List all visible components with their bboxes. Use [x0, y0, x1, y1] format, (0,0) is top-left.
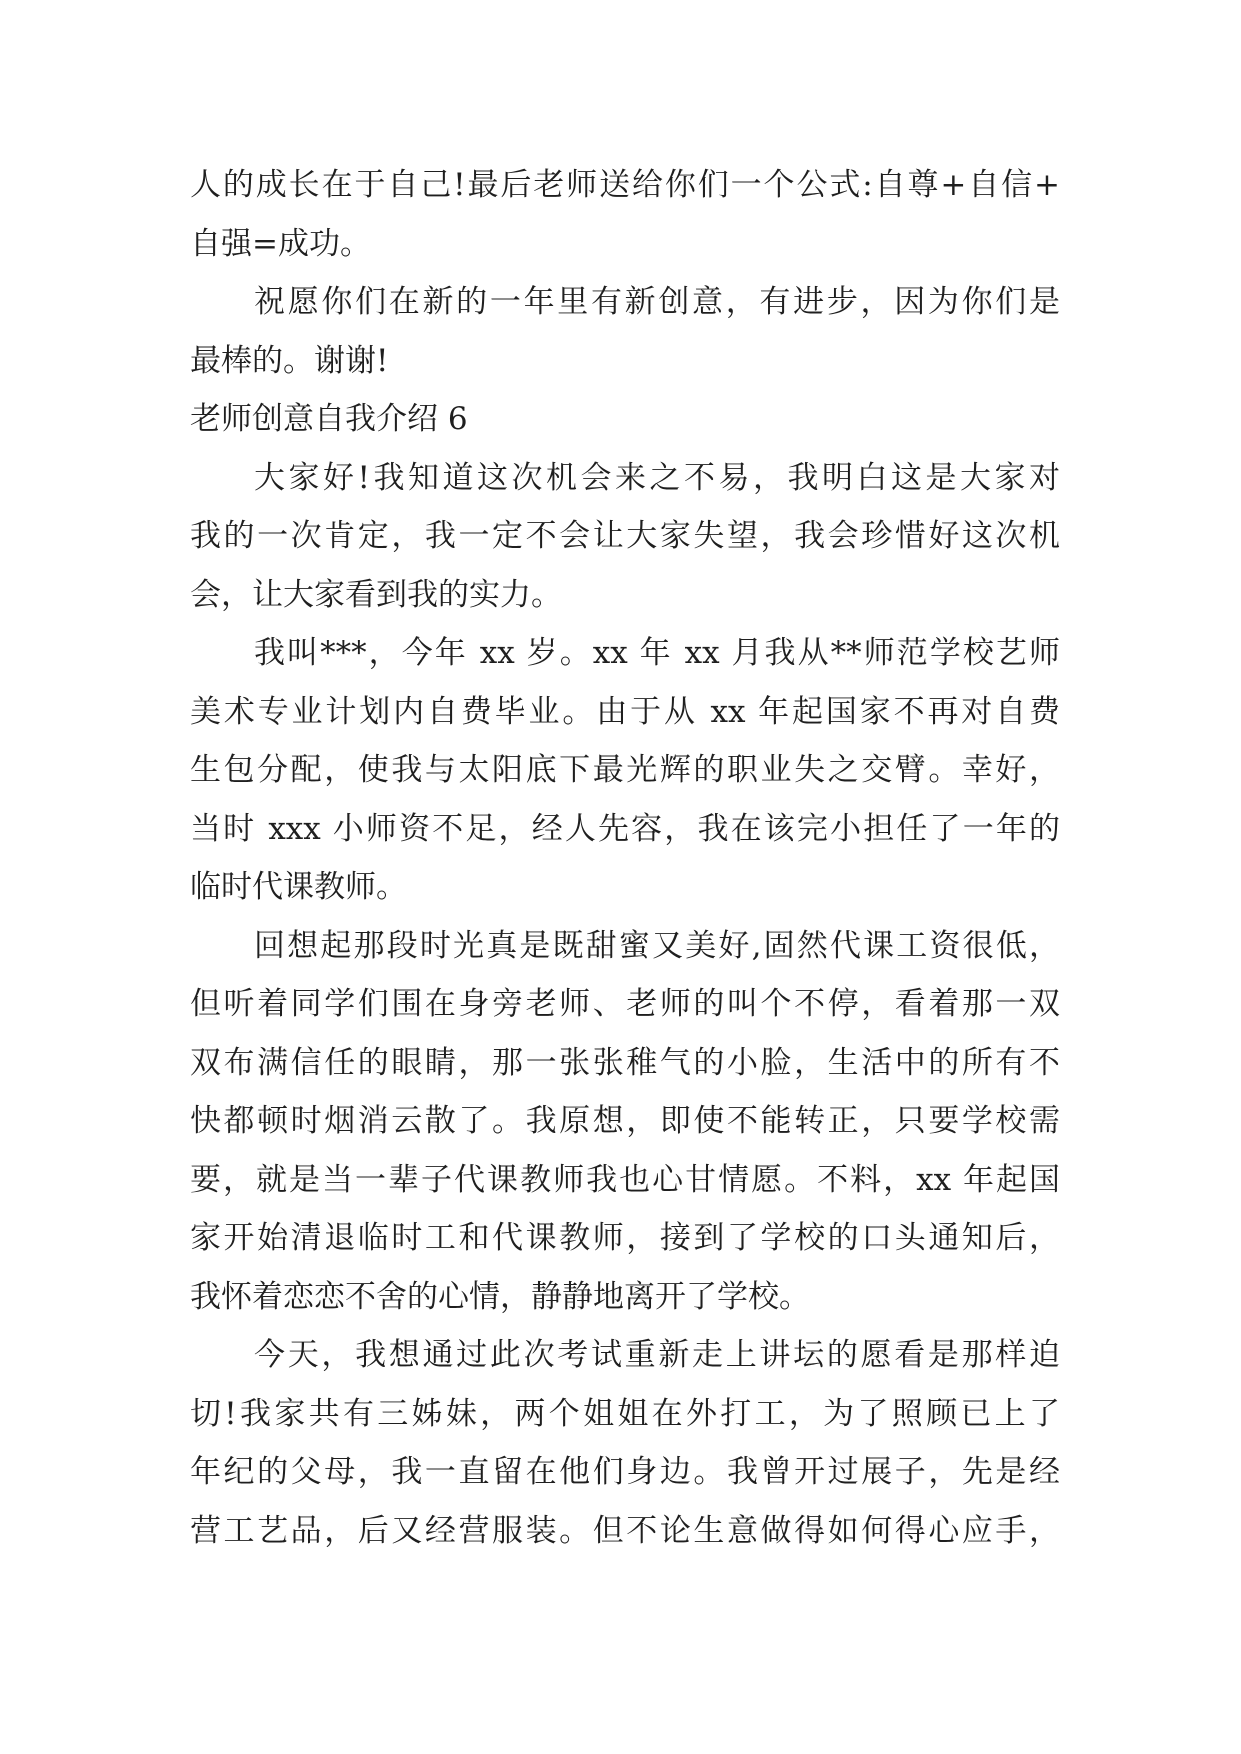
text-line: 回想起那段时光真是既甜蜜又美好,固然代课工资很低， — [254, 927, 1060, 964]
text-line: 祝愿你们在新的一年里有新创意，有进步，因为你们是 — [254, 284, 1060, 320]
text-line: 我怀着恋恋不舍的心情，静静地离开了学校。 — [190, 1278, 810, 1315]
text-line: 大家好!我知道这次机会来之不易，我明白这是大家对 — [254, 459, 1060, 496]
text-line: 我叫***，今年 xx 岁。xx 年 xx 月我从**师范学校艺师 — [254, 635, 1060, 671]
text-line: 快都顿时烟消云散了。我原想，即使不能转正，只要学校需 — [190, 1103, 1060, 1139]
text-line: 要，就是当一辈子代课教师我也心甘情愿。不料，xx 年起国 — [190, 1161, 1060, 1198]
text-line: 今天，我想通过此次考试重新走上讲坛的愿看是那样迫 — [254, 1337, 1060, 1373]
text-line: 自强=成功。 — [190, 225, 371, 262]
text-line: 我的一次肯定，我一定不会让大家失望，我会珍惜好这次机 — [190, 518, 1060, 554]
text-line: 营工艺品，后又经营服装。但不论生意做得如何得心应手， — [190, 1512, 1060, 1549]
text-line: 美术专业计划内自费毕业。由于从 xx 年起国家不再对自费 — [190, 693, 1060, 730]
text-line: 家开始清退临时工和代课教师，接到了学校的口头通知后， — [190, 1220, 1060, 1256]
document-body — [190, 156, 1060, 1560]
text-line: 人的成长在于自己!最后老师送给你们一个公式:自尊+自信+ — [190, 167, 1060, 203]
section-heading: 老师创意自我介绍 6 — [190, 401, 468, 437]
text-line: 当时 xxx 小师资不足，经人先容，我在该完小担任了一年的 — [190, 810, 1060, 847]
text-line: 最棒的。谢谢! — [190, 342, 389, 379]
text-line: 但听着同学们围在身旁老师、老师的叫个不停，看着那一双 — [190, 986, 1060, 1022]
text-line: 临时代课教师。 — [190, 869, 407, 905]
text-line: 生包分配，使我与太阳底下最光辉的职业失之交臂。幸好， — [190, 752, 1060, 788]
text-line: 切!我家共有三姊妹，两个姐姐在外打工，为了照顾已上了 — [190, 1395, 1060, 1432]
text-line: 年纪的父母，我一直留在他们身边。我曾开过展子，先是经 — [190, 1454, 1060, 1490]
text-line: 会，让大家看到我的实力。 — [190, 576, 562, 613]
text-line: 双布满信任的眼睛，那一张张稚气的小脸，生活中的所有不 — [190, 1044, 1060, 1081]
